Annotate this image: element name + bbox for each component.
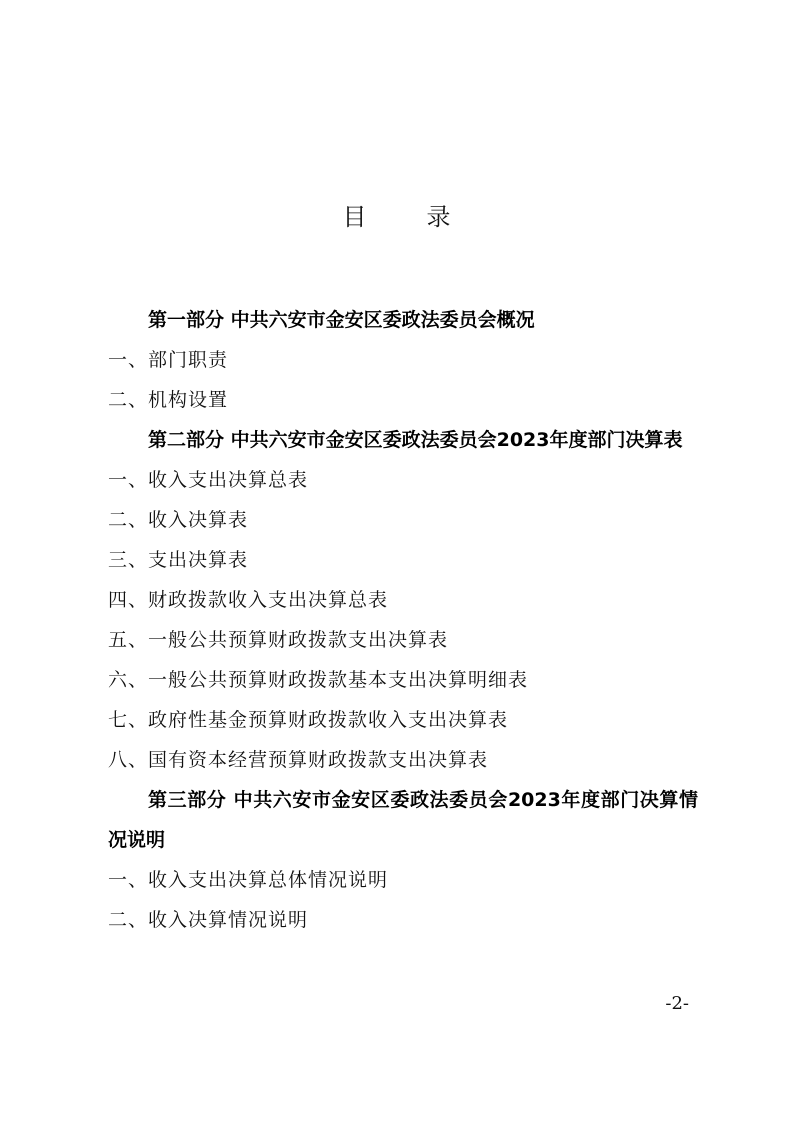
- toc-item-income-explanation: 二、收入决算情况说明: [108, 909, 309, 931]
- toc-item-organization: 二、机构设置: [108, 389, 229, 411]
- toc-item-expense-table: 三、支出决算表: [108, 549, 249, 571]
- toc-item-overall-explanation: 一、收入支出决算总体情况说明: [108, 869, 389, 891]
- document-title: 目 录: [342, 203, 469, 231]
- toc-item-general-budget-basic-expense: 六、一般公共预算财政拨款基本支出决算明细表: [108, 669, 529, 691]
- toc-item-state-capital-budget: 八、国有资本经营预算财政拨款支出决算表: [108, 749, 489, 771]
- page-number: -2-: [665, 993, 689, 1014]
- toc-part-2: 第二部分 中共六安市金安区委政法委员会2023年度部门决算表: [148, 429, 683, 451]
- toc-part-3: 第三部分 中共六安市金安区委政法委员会2023年度部门决算情况说明: [108, 789, 698, 851]
- toc-item-government-fund-budget: 七、政府性基金预算财政拨款收入支出决算表: [108, 709, 509, 731]
- toc-item-duties: 一、部门职责: [108, 349, 229, 371]
- table-of-contents: [108, 300, 698, 940]
- toc-item-income-table: 二、收入决算表: [108, 509, 249, 531]
- toc-item-general-budget-expense: 五、一般公共预算财政拨款支出决算表: [108, 629, 449, 651]
- toc-part-1: 第一部分 中共六安市金安区委政法委员会概况: [148, 309, 535, 331]
- toc-item-fiscal-appropriation-summary: 四、财政拨款收入支出决算总表: [108, 589, 389, 611]
- toc-item-income-expense-summary: 一、收入支出决算总表: [108, 469, 309, 491]
